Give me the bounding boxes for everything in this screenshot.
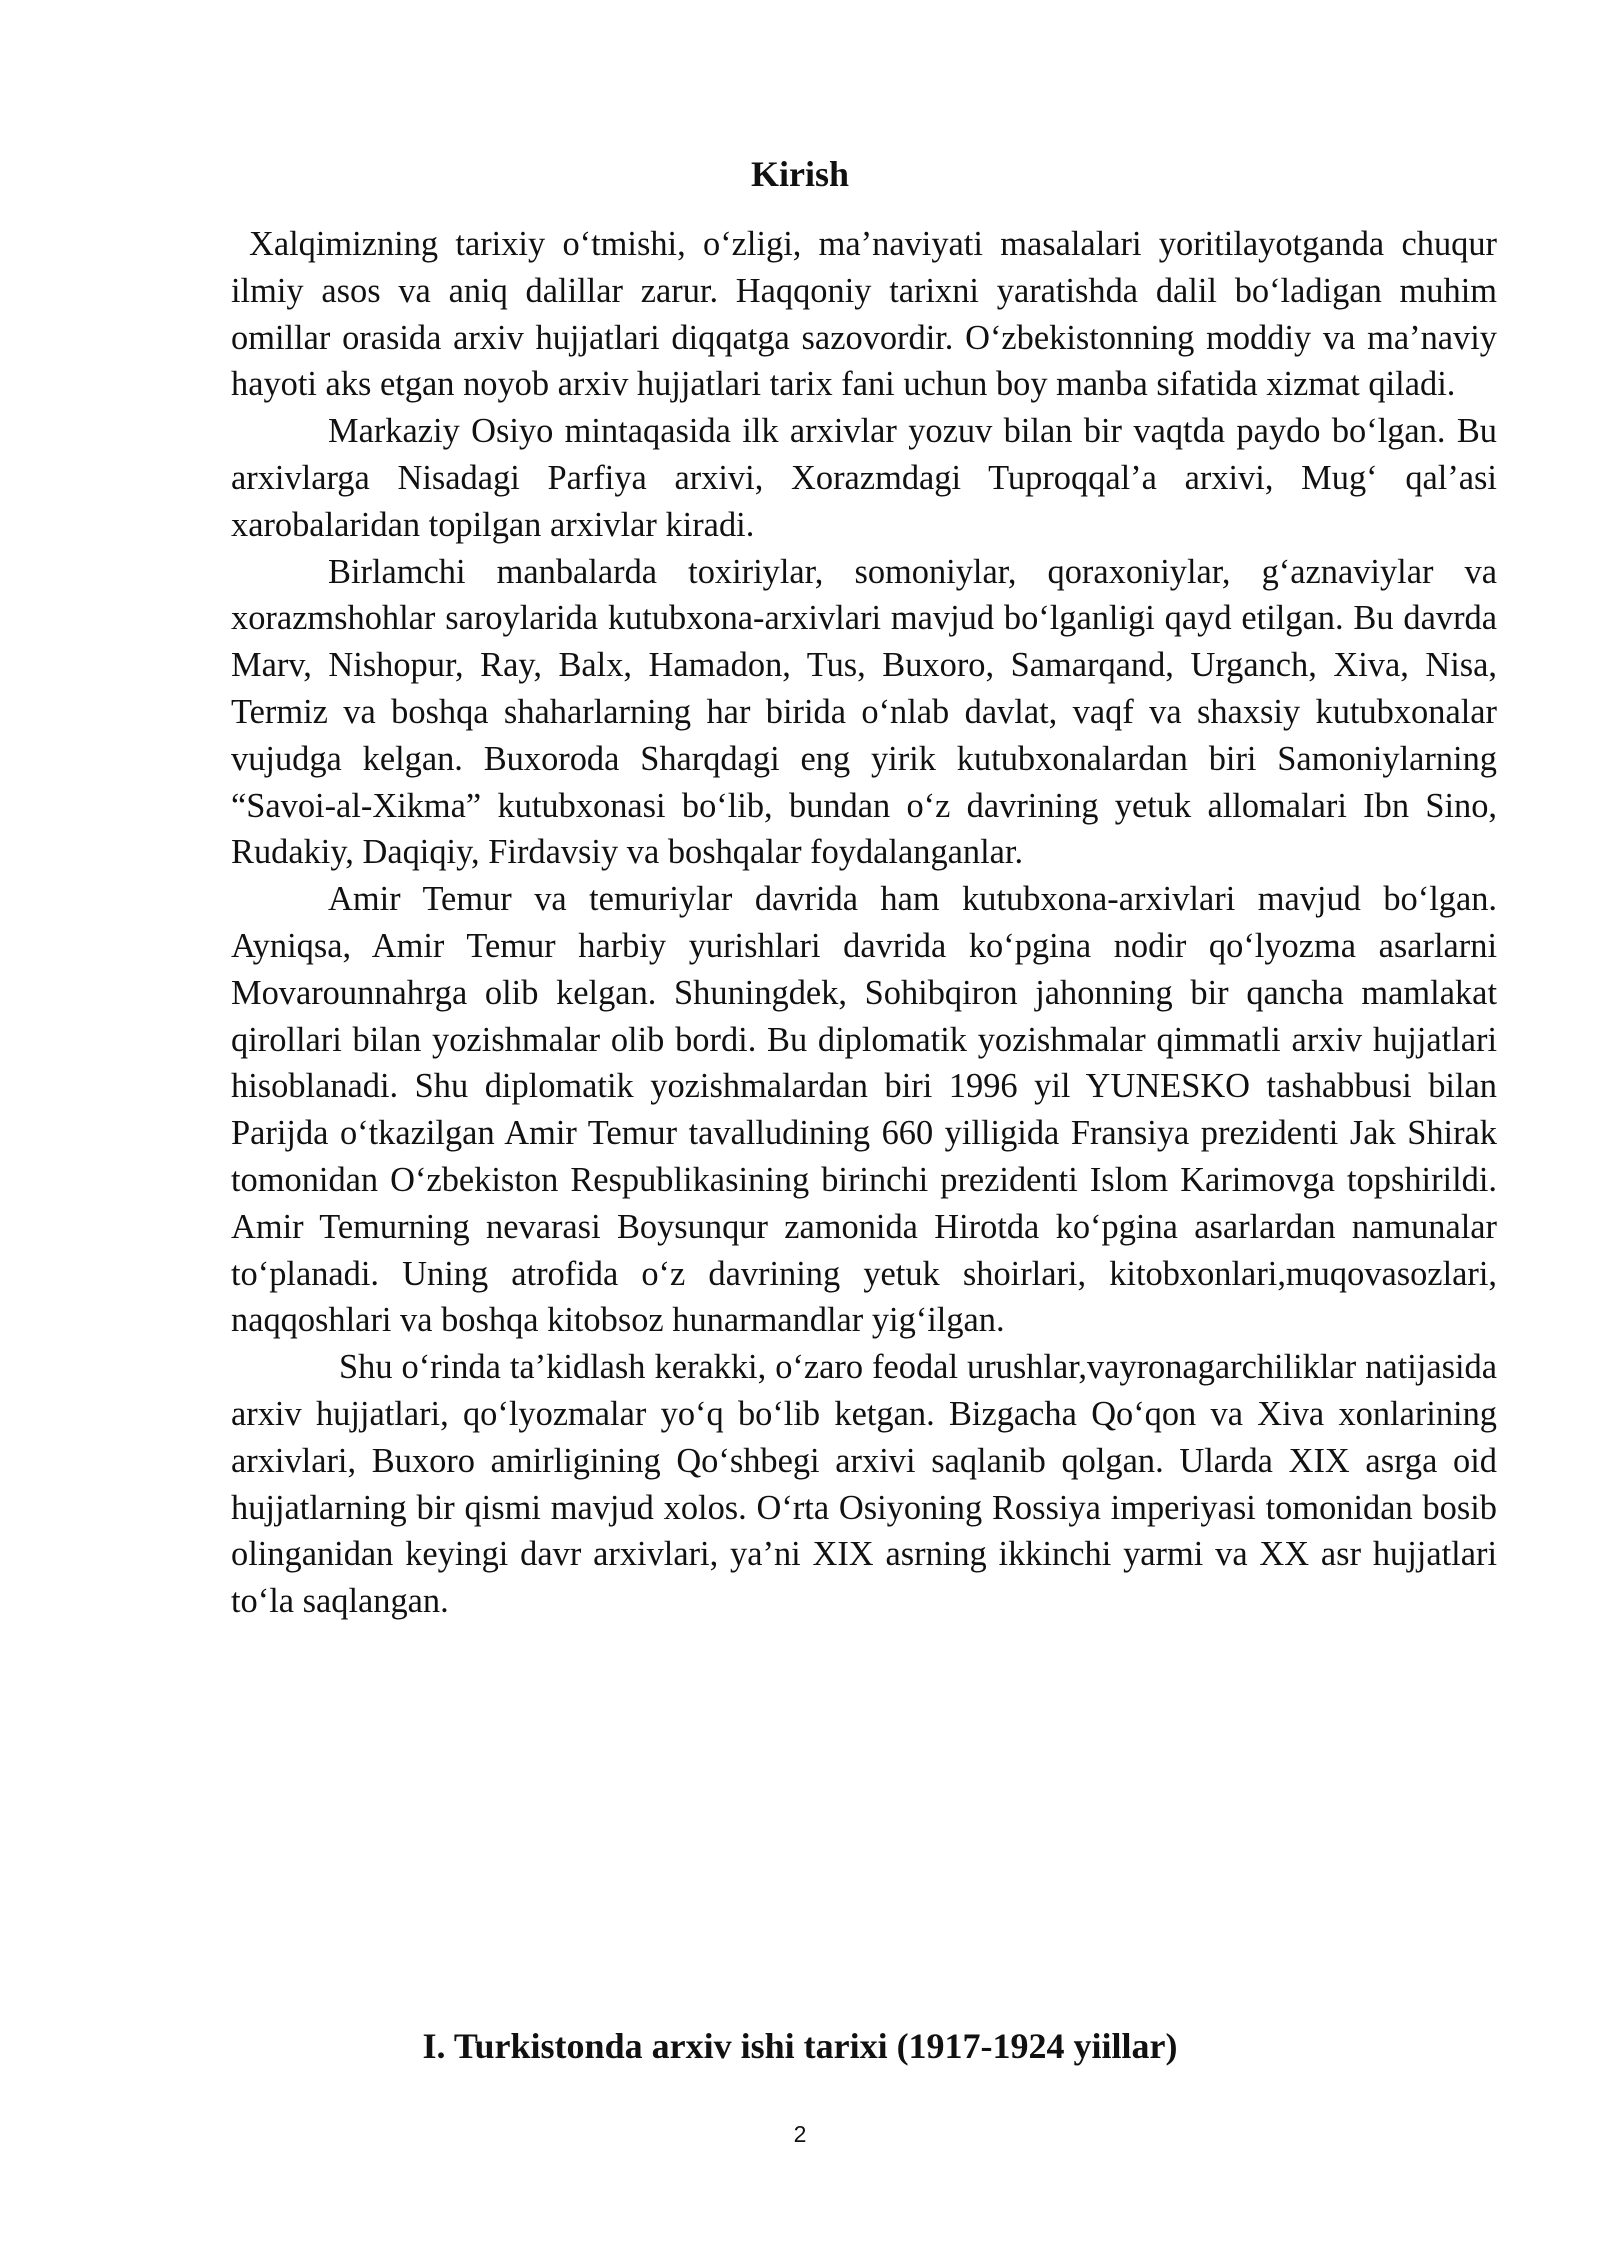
chapter-heading: I. Turkistonda arxiv ishi tarixi (1917-1924 yiillar) xyxy=(422,2026,1178,2066)
body-text xyxy=(231,221,1497,1625)
paragraph: Amir Temur va temuriylar davrida ham kutubxona-arxivlari mavjud bo‘lgan. Ayniqsa, Amir Temur harbiy yurishlari davrida ko‘pgina nodir qo‘lyozma asarlarni Movarounnahrga olib kelgan. Shuningdek, Sohibqiron jahonning bir qancha mamlakat qirollari bilan yozishmalar olib bordi. Bu diplomatik yozishmalar qimmatli arxiv hujjatlari hisoblanadi. Shu diplomatik yozishmalardan biri 1996 yil YUNESKO tashabbusi bilan Parijda o‘tkazilgan Amir Temur tavalludining 660 yilligida Fransiya prezidenti Jak Shirak tomonidan O‘zbekiston Respublikasining birinchi prezidenti Islom Karimovga topshirildi. Amir Temurning nevarasi Boysunqur zamonida Hirotda ko‘pgina asarlardan namunalar to‘planadi. Uning atrofida o‘z davrining yetuk shoirlari, kitobxonlari,muqovasozlari, naqqoshlari va boshqa kitobsoz hunarmandlar yig‘ilgan. xyxy=(231,880,1497,1340)
paragraph: Shu o‘rinda ta’kidlash kerakki, o‘zaro feodal urushlar,vayronagarchiliklar natijasida arxiv hujjatlari, qo‘lyozmalar yo‘q bo‘lib ketgan. Bizgacha Qo‘qon va Xiva xonlarining arxivlari, Buxoro amirligining Qo‘shbegi arxivi saqlanib qolgan. Ularda XIX asrga oid hujjatlarning bir qismi mavjud xolos. O‘rta Osiyoning Rossiya imperiyasi tomonidan bosib olinganidan keyingi davr arxivlari, ya’ni XIX asrning ikkinchi yarmi va XX asr hujjatlari to‘la saqlangan. xyxy=(231,1348,1497,1621)
page-title: Kirish xyxy=(750,154,849,194)
page-number: 2 xyxy=(793,2121,807,2147)
paragraph: Birlamchi manbalarda toxiriylar, somoniylar, qoraxoniylar, g‘aznaviylar va xorazmshohlar saroylarida kutubxona-arxivlari mavjud bo‘lganligi qayd etilgan. Bu davrda Marv, Nishopur, Ray, Balx, Hamadon, Tus, Buxoro, Samarqand, Urganch, Xiva, Nisa, Termiz va boshqa shaharlarning har birida o‘nlab davlat, vaqf va shaxsiy kutubxonalar vujudga kelgan. Buxoroda Sharqdagi eng yirik kutubxonalardan biri Samoniylarning “Savoi-al-Xikma” kutubxonasi bo‘lib, bundan o‘z davrining yetuk allomalari Ibn Sino, Rudakiy, Daqiqiy, Firdavsiy va boshqalar foydalanganlar. xyxy=(231,552,1497,872)
paragraph: Markaziy Osiyo mintaqasida ilk arxivlar yozuv bilan bir vaqtda paydo bo‘lgan. Bu arxivlarga Nisadagi Parfiya arxivi, Xorazmdagi Tuproqqal’a arxivi, Mug‘ qal’asi xarobalaridan topilgan arxivlar kiradi. xyxy=(231,412,1497,544)
paragraph: Xalqimizning tarixiy o‘tmishi, o‘zligi, ma’naviyati masalalari yoritilayotganda chuqur ilmiy asos va aniq dalillar zarur. Haqqoniy tarixni yaratishda dalil bo‘ladigan muhim omillar orasida arxiv hujjatlari diqqatga sazovordir. O‘zbekistonning moddiy va ma’naviy hayoti aks etgan noyob arxiv hujjatlari tarix fani uchun boy manba sifatida xizmat qiladi. xyxy=(231,225,1497,404)
